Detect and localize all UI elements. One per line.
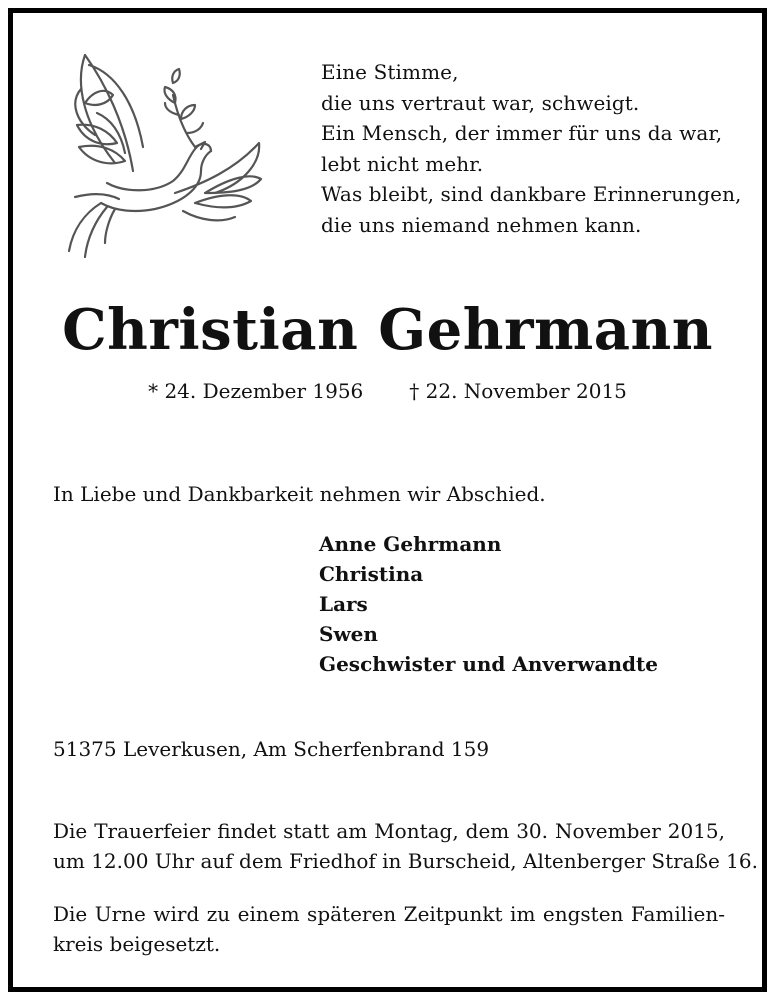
life-dates — [13, 376, 762, 406]
mourners-list — [319, 529, 658, 679]
poem-line: Eine Stimme, — [321, 60, 459, 84]
mourner-name: Lars — [319, 592, 368, 616]
poem — [321, 57, 742, 240]
mourner-name: Anne Gehrmann — [319, 532, 502, 556]
urn-line: kreis beigesetzt. — [53, 932, 221, 956]
birth-date: * 24. Dezember 1956 — [148, 379, 364, 403]
urn-paragraph — [53, 899, 725, 959]
poem-line: Ein Mensch, der immer für uns da war, — [321, 121, 723, 145]
ceremony-line: Die Trauerfeier findet statt am Montag, dem 30. November 2015, — [53, 819, 725, 843]
mourner-name: Geschwister und Anverwandte — [319, 652, 658, 676]
death-date: † 22. November 2015 — [409, 379, 627, 403]
urn-line: Die Urne wird zu einem späteren Zeitpunkt im engsten Familien- — [53, 902, 725, 926]
poem-line: Was bleibt, sind dankbare Erinnerungen, — [321, 182, 742, 206]
poem-line: die uns vertraut war, schweigt. — [321, 90, 640, 115]
dove-with-olive-branch-icon — [55, 43, 265, 263]
poem-line: lebt nicht mehr. — [321, 151, 484, 176]
mourner-name: Christina — [319, 562, 424, 586]
family-address: 51375 Leverkusen, Am Scherfenbrand 159 — [53, 737, 490, 761]
deceased-name: Christian Gehrmann — [62, 297, 713, 363]
poem-line: die uns niemand nehmen kann. — [321, 212, 642, 237]
obituary-notice — [8, 8, 767, 992]
farewell-text: In Liebe und Dankbarkeit nehmen wir Abschied. — [53, 482, 546, 506]
ceremony-paragraph — [53, 816, 758, 876]
ceremony-line: um 12.00 Uhr auf dem Friedhof in Burscheid, Altenberger Straße 16. — [53, 849, 758, 873]
mourner-name: Swen — [319, 622, 378, 646]
